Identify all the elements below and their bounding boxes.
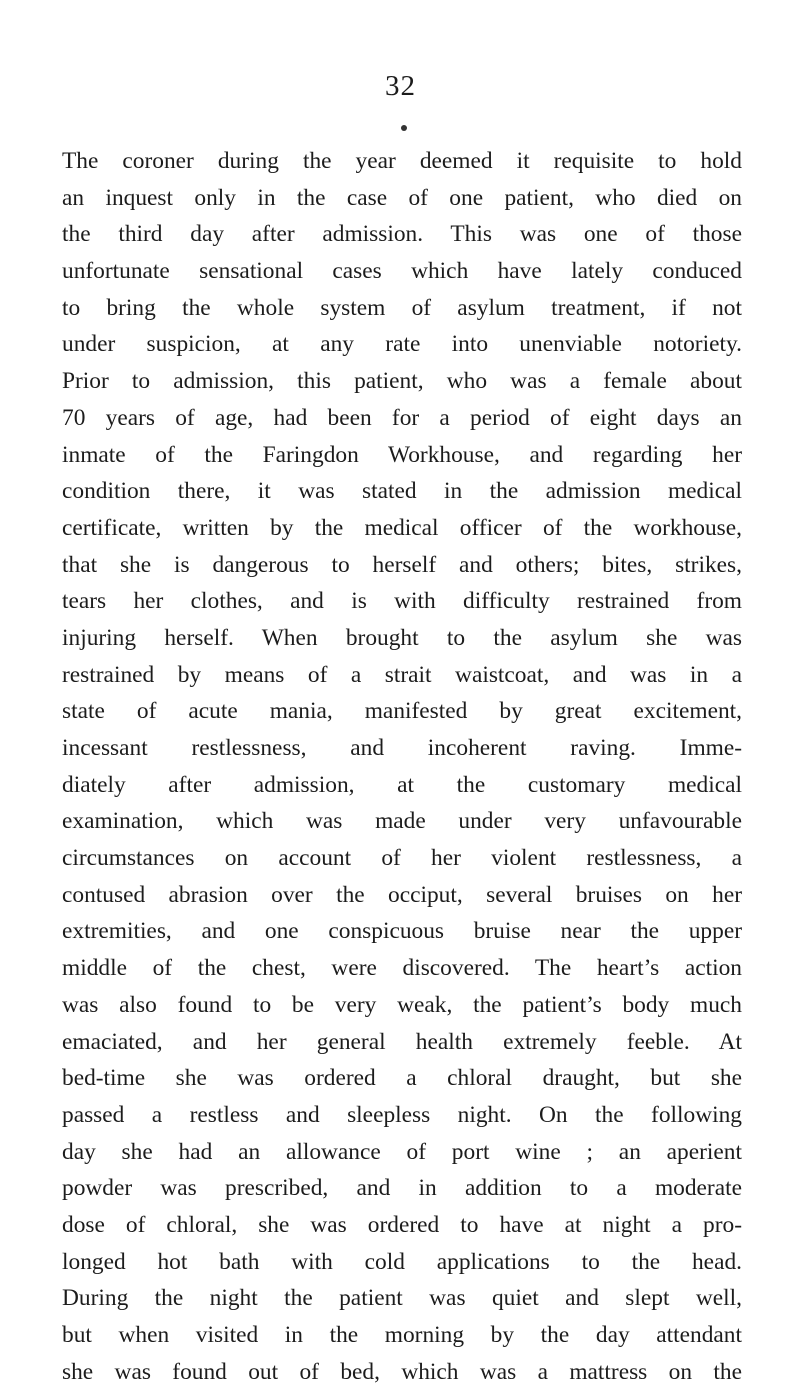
text-line: The coroner during the year deemed it requisite to hold: [62, 148, 742, 174]
text-line: dose of chloral, she was ordered to have at night a pro-: [62, 1211, 742, 1238]
text-line: bed-time she was ordered a chloral draught, but she: [62, 1065, 742, 1092]
text-line: was also found to be very weak, the patient’s body much: [62, 991, 742, 1018]
text-line: an inquest only in the case of one patient, who died on: [62, 184, 742, 211]
text-line: examination, which was made under very unfavourable: [62, 808, 742, 835]
text-line: restrained by means of a strait waistcoat, and was in a: [62, 661, 742, 688]
page-number: 32: [385, 70, 416, 102]
text-line: middle of the chest, were discovered. The heart’s action: [62, 955, 742, 982]
text-line: contused abrasion over the occiput, several bruises on her: [62, 881, 742, 908]
text-line: tears her clothes, and is with difficulty restrained from: [62, 588, 742, 615]
text-line: Prior to admission, this patient, who was a female about: [62, 368, 742, 395]
text-line: inmate of the Faringdon Workhouse, and regarding her: [62, 441, 742, 468]
body-paragraph: [62, 143, 742, 1390]
text-line: During the night the patient was quiet and slept well,: [62, 1285, 742, 1312]
text-line: to bring the whole system of asylum treatment, if not: [62, 294, 742, 321]
text-line: diately after admission, at the customary medical: [62, 771, 742, 798]
text-line: state of acute mania, manifested by great excitement,: [62, 698, 742, 725]
text-line: condition there, it was stated in the admission medical: [62, 478, 742, 505]
text-line: unfortunate sensational cases which have lately conduced: [62, 258, 742, 285]
text-line: emaciated, and her general health extremely feeble. At: [62, 1028, 742, 1055]
text-line: powder was prescribed, and in addition to a moderate: [62, 1175, 742, 1202]
text-line: that she is dangerous to herself and others; bites, strikes,: [62, 551, 742, 578]
text-line: but when visited in the morning by the day attendant: [62, 1322, 742, 1348]
text-line: passed a restless and sleepless night. On the following: [62, 1101, 742, 1128]
text-line: circumstances on account of her violent restlessness, a: [62, 845, 742, 872]
text-line: injuring herself. When brought to the asylum she was: [62, 624, 742, 651]
text-line: under suspicion, at any rate into unenviable notoriety.: [62, 331, 742, 358]
text-line: she was found out of bed, which was a mattress on the: [62, 1358, 742, 1385]
text-line: certificate, written by the medical officer of the workhouse,: [62, 514, 742, 541]
text-line: day she had an allowance of port wine ; an aperient: [62, 1138, 742, 1165]
text-line: extremities, and one conspicuous bruise near the upper: [62, 918, 742, 945]
text-line: incessant restlessness, and incoherent raving. Imme-: [62, 735, 742, 761]
text-line: longed hot bath with cold applications to the head.: [62, 1248, 742, 1275]
ink-speck: [401, 125, 407, 131]
text-line: 70 years of age, had been for a period of eight days an: [62, 404, 742, 431]
text-line: the third day after admission. This was one of those: [62, 221, 742, 248]
